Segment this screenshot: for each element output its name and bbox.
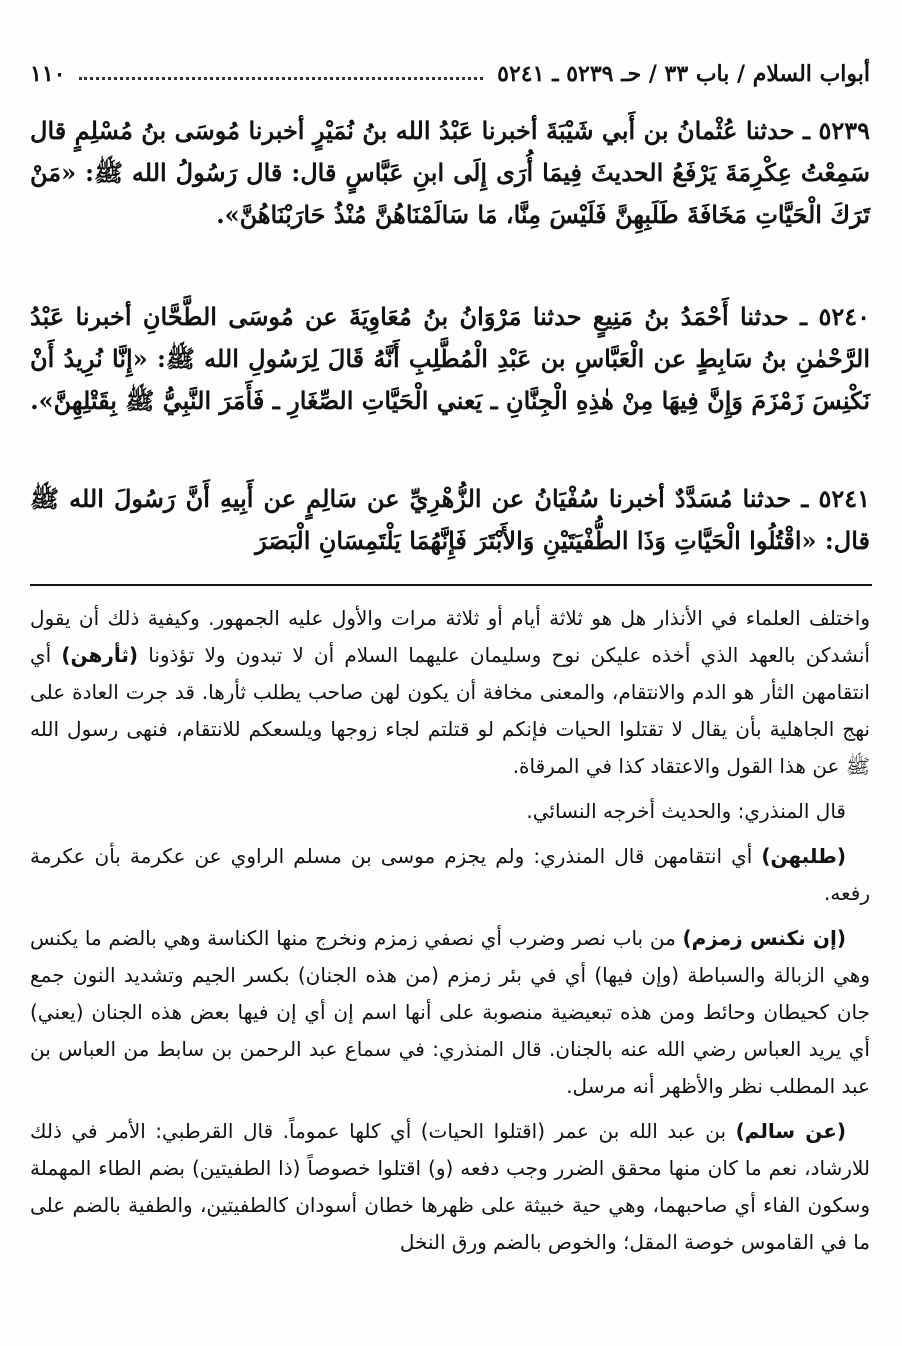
commentary-text: بن عبد الله بن عمر (اقتلوا الحيات) أي كلها عموماً. قال القرطبي: الأمر في ذلك للارشاد، نعم ما كان منها محقق الضرر وجب دفعه (و) اقتلوا خصوصاً (ذا الطفيتين) بضم الطاء المهملة وسكون الفاء أي صاحبهما، وهي حية خبيثة على ظهرها خطان أسودان كالطفيتين، والطفية بالضم على ما في القاموس خوصة المقل؛ والخوص بالضم ورق النخل <box>30 1119 870 1254</box>
running-title: أبواب السلام / باب ٣٣ / حـ ٥٢٣٩ ـ ٥٢٤١ <box>497 61 870 87</box>
commentary-section <box>30 600 870 1269</box>
hadith-5239 <box>30 110 870 236</box>
commentary-paragraph <box>30 838 870 912</box>
commentary-text: أي انتقامهن قال المنذري: ولم يجزم موسى بن مسلم الراوي عن عكرمة بأن عكرمة رفعه. <box>30 844 870 905</box>
leader-dots <box>79 77 483 80</box>
commentary-paragraph <box>30 1113 870 1261</box>
commentary-lead: (إن نكنس زمزم) <box>682 926 846 950</box>
hadith-text <box>30 110 870 236</box>
hadith-number: ٥٢٣٩ <box>818 116 870 145</box>
commentary-text: قال المنذري: والحديث أخرجه النسائي. <box>526 799 846 823</box>
page-header <box>30 56 870 92</box>
hadith-text <box>30 296 870 422</box>
commentary-paragraph <box>30 920 870 1105</box>
hadith-5241 <box>30 478 870 562</box>
hadith-body: ـ حدثنا مُسَدَّدٌ أخبرنا سُفْيَانُ عن الزُّهْرِيِّ عن سَالِمٍ عن أَبِيهِ أَنَّ رَسُولَ الله ﷺ قال: «اقْتُلُوا الْحَيَّاتِ وَذَا الطُّفْيَتَيْنِ وَالأَبْتَرَ فَإِنَّهُمَا يَلْتَمِسَانِ الْبَصَرَ <box>30 484 870 555</box>
commentary-text: أي انتقامهن الثأر هو الدم والانتقام، والمعنى مخافة أن يكون لهن صاحب يطلب ثأرها. قد جرت العادة على نهج الجاهلية بأن يقال لا تقتلوا الحيات فإنكم لو قتلتم لجاء زوجها ويلسعكم للانتقام، فنهى رسول الله ﷺ عن هذا القول والاعتقاد كذا في المرقاة. <box>30 643 870 778</box>
commentary-lead: (طلبهن) <box>761 844 846 868</box>
hadith-body: ـ حدثنا أَحْمَدُ بنُ مَنِيعٍ حدثنا مَرْوَانُ بنُ مُعَاوِيَةَ عن مُوسَى الطَّحَّانِ أخبرنا عَبْدُ الرَّحْمٰنِ بنُ سَابِطٍ عن الْعَبَّاسِ بن عَبْدِ الْمُطَّلِبِ أَنَّهُ قَالَ لِرَسُولِ الله ﷺ: «إِنَّا نُرِيدُ أَنْ نَكْنِسَ زَمْزَمَ وَإِنَّ فِيهَا مِنْ هٰذِهِ الْجِنَّانِ ـ يَعني الْحَيَّاتِ الصِّغَارِ ـ فَأَمَرَ النَّبِيُّ ﷺ بِقَتْلِهِنَّ». <box>30 302 871 415</box>
commentary-lead: (عن سالم) <box>735 1119 846 1143</box>
hadith-number: ٥٢٤٠ <box>818 302 870 331</box>
footnote-divider <box>30 584 872 586</box>
hadith-text <box>30 478 870 562</box>
commentary-paragraph <box>30 793 870 830</box>
commentary-paragraph <box>30 600 870 785</box>
page-number: ١١٠ <box>30 61 66 87</box>
hadith-number: ٥٢٤١ <box>818 484 870 513</box>
commentary-text: من باب نصر وضرب أي نصفي زمزم ونخرج منها الكناسة وهي بالضم ما يكنس وهي الزبالة والسباطة (وإن فيها) أي في بئر زمزم (من هذه الجنان) بكسر الجيم وتشديد النون جمع جان كحيطان وحائط ومن هذه تبعيضية منصوبة على أنها اسم إن أي إن فيها بعض هذه الجنان (يعني) أي يريد العباس رضي الله عنه بالجنان. قال المنذري: في سماع عبد الرحمن بن سابط من العباس بن عبد المطلب نظر والأظهر أنه مرسل. <box>30 926 870 1098</box>
commentary-lead: (ثأرهن) <box>61 643 139 667</box>
hadith-body: ـ حدثنا عُثْمانُ بن أَبي شَيْبَةَ أخبرنا عَبْدُ الله بنُ نُمَيْرٍ أخبرنا مُوسَى بنُ مُسْلِمٍ قال سَمِعْتُ عِكْرِمَةَ يَرْفَعُ الحديثَ فِيمَا أُرَى إِلَى ابنِ عَبَّاسٍ قال: قال رَسُولُ الله ﷺ: «مَنْ تَرَكَ الْحَيَّاتِ مَخَافَةَ طَلَبِهِنَّ فَلَيْسَ مِنَّا، مَا سَالَمْنَاهُنَّ مُنْذُ حَارَبْنَاهُنَّ». <box>30 116 870 229</box>
hadith-5240 <box>30 296 870 422</box>
commentary-text: واختلف العلماء في الأنذار هل هو ثلاثة أيام أو ثلاثة مرات والأول عليه الجمهور. وكيفية ذلك أن يقول أنشدكن بالعهد الذي أخذه عليكن نوح وسليمان عليهما السلام أن لا تبدون ولا تؤذونا <box>30 606 870 667</box>
